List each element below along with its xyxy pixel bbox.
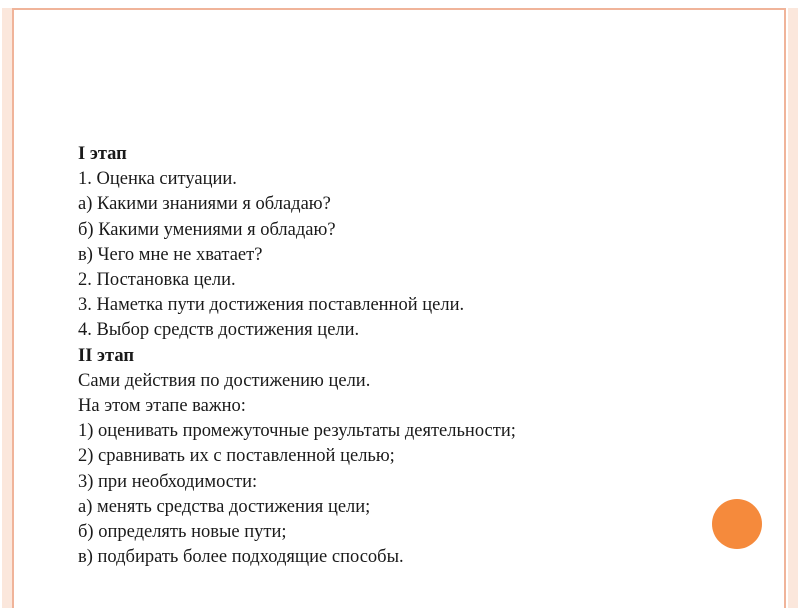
text-line: б) Какими умениями я обладаю? bbox=[78, 219, 336, 240]
text-line: 2. Постановка цели. bbox=[78, 270, 236, 291]
slide-text-body bbox=[78, 142, 718, 570]
text-line: а) Какими знаниями я обладаю? bbox=[78, 194, 331, 215]
stage-2-heading: II этап bbox=[78, 345, 134, 366]
decorative-orange-circle bbox=[712, 499, 762, 549]
text-line: 3. Наметка пути достижения поставленной цели. bbox=[78, 295, 465, 316]
text-line: в) подбирать более подходящие способы. bbox=[78, 547, 404, 568]
text-line: 1) оценивать промежуточные результаты деятельности; bbox=[78, 421, 516, 442]
left-decorative-band bbox=[2, 8, 12, 608]
stage-1-heading: I этап bbox=[78, 144, 127, 164]
text-line: На этом этапе важно: bbox=[78, 396, 246, 417]
text-line: в) Чего мне не хватает? bbox=[78, 244, 263, 265]
text-line: 3) при необходимости: bbox=[78, 471, 258, 492]
text-line: а) менять средства достижения цели; bbox=[78, 496, 371, 517]
text-line: 2) сравнивать их с поставленной целью; bbox=[78, 446, 395, 467]
text-line: Сами действия по достижению цели. bbox=[78, 370, 371, 391]
right-decorative-band bbox=[788, 8, 798, 608]
text-line: 4. Выбор средств достижения цели. bbox=[78, 320, 360, 341]
text-line: б) определять новые пути; bbox=[78, 522, 287, 543]
text-line: 1. Оценка ситуации. bbox=[78, 169, 237, 190]
